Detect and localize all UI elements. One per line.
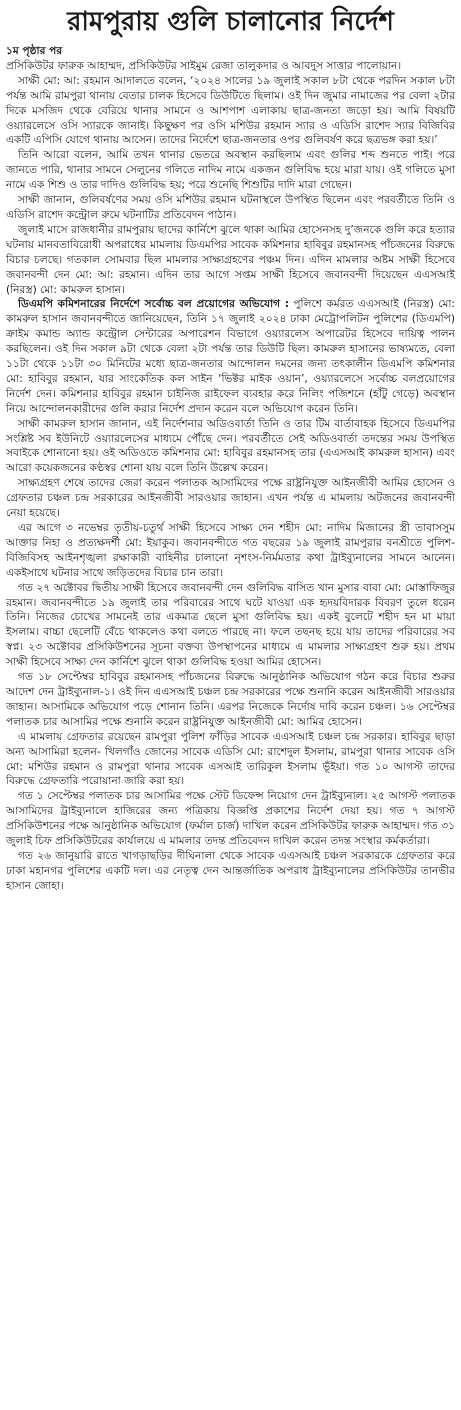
article-paragraph: গত ১৮ সেপ্টেম্বর হাবিবুর রহমানসহ পাঁচজনের বিরুদ্ধে আনুষ্ঠানিক অভিযোগ গঠন করে বিচার শুরুর আদেশ দেন ট্রাইব্যুনাল-১। ওই দিন এএসআই চঞ্চল চন্দ্র সরকারের পক্ষে শুনানি করেন আইনজীবী সারওয়ার জাহান। আসামিকে অভিযোগ পড়ে শোনান তিনি। এরপর নিজেকে নির্দোষ দাবি করেন চঞ্চল। ১৬ সেপ্টেম্বর পলাতক চার আসামির পক্ষে শুনানি করেন রাষ্ট্রনিযুক্ত আইনজীবী মো: আমির হোসেন। bbox=[6, 671, 455, 728]
subhead: ডিএমপি কমিশনারের নির্দেশে সর্বোচ্চ বল প্রয়োগের অভিযোগ : bbox=[18, 298, 289, 311]
article-paragraph: গত ২৭ অক্টোবর দ্বিতীয় সাক্ষী হিসেবে জবানবন্দী দেন গুলিবিদ্ধ বাসিত খান মুসার বাবা মো: মোস্তাফিজুর রহমান। জবানবন্দীতে ১৯ জুলাই তার পরিবারের সাথে ঘটে যাওয়া এক হৃদয়বিদারক বিবরণ তুলে ধরেন তিনি। নিজের চোখের সামনেই তার একমাত্র ছেলে মুসা গুলিবিদ্ধ হয়। একই বুলেটে শহীদ হন মা মায়া ইসলাম। বাচ্চা ছেলেটি বেঁচে থাকলেও কথা বলতে পারছে না। ফলে তছনছ হয়ে যায় তাদের পরিবারের সব স্বপ্ন। ২৩ অক্টোবর প্রসিকিউশনের সূচনা বক্তব্য উপস্থাপনের মাধ্যমে এ মামলার সাক্ষ্যগ্রহণ শুরু হয়। প্রথম সাক্ষী হিসেবে সাক্ষ্য দেন কার্নিশে ঝুলে থাকা গুলিবিদ্ধ হওয়া আমির হোসেন। bbox=[6, 581, 455, 669]
article-paragraph: সাক্ষী জানান, গুলিবর্ষণের সময় ওসি মশিউর রহমান ঘটনাস্থলে উপস্থিত ছিলেন এবং পরবর্তীতে তিনি ও এডিসি রাশেদ কন্ট্রোল রুমে ঘটনাটির প্রতিবেদন পাঠান। bbox=[6, 194, 455, 221]
article-paragraph: এ মামলায় গ্রেফতার রয়েছেন রামপুরা পুলিশ ফাঁড়ির সাবেক এএসআই চঞ্চল চন্দ্র সরকার। হাবিবুর ছাড়া অন্য আসামিরা হলেন- খিলগাঁও জোনের সাবেক এডিসি মো: রাশেদুল ইসলাম, রামপুরা থানার সাবেক ওসি মো: মশিউর রহমান ও রামপুরা থানার সাবেক এসআই তারিকুল ইসলাম ভূঁইয়া। গত ১০ আগস্ট তাদের বিরুদ্ধে গ্রেফতারি পরোয়ানা জারি করা হয়। bbox=[6, 730, 455, 788]
article-paragraph: গত ১ সেপ্টেম্বর পলাতক চার আসামির পক্ষে স্টেট ডিফেন্স নিয়োগ দেন ট্রাইব্যুনাল। ২৫ আগস্ট পলাতক আসামিদের ট্রাইব্যুনালে হাজিরের জন্য পত্রিকায় বিজ্ঞপ্তি প্রকাশের নির্দেশ দেয়া হয়। গত ৭ আগস্ট প্রসিকিউশনের পক্ষে আনুষ্ঠানিক অভিযোগ (ফর্মাল চার্জ) দাখিল করেন প্রসিকিউটর ফারুক আহাম্মদ। গত ৩১ জুলাই চিফ প্রসিকিউটরের কার্যালয়ে এ মামলার তদন্ত প্রতিবেদন দাখিল করেন তদন্ত সংস্থার কর্মকর্তারা। bbox=[6, 790, 455, 848]
article-paragraph: জুলাই মাসে রাজধানীর রামপুরায় ছাদের কার্নিশে ঝুলে থাকা আমির হোসেনসহ দু’জনকে গুলি করে হত্যার ঘটনায় মানবতাবিরোধী অপরাধের মামলায় ডিএমপির সাবেক কমিশনার হাবিবুর রহমানসহ পাঁচজনের বিরুদ্ধে বিচার চলছে। গতকাল সোমবার ছিল মামলার সাক্ষ্যগ্রহণের পঞ্চম দিন। এদিন মামলার অষ্টম সাক্ষী হিসেবে জবানবন্দী দেন মো: আ: রহমান। এদিন তার আগে সপ্তম সাক্ষী হিসেবে জবানবন্দী দিয়েছেন এএসআই (নিরস্ত্র) মো: কামরুল হাসান। bbox=[6, 223, 455, 296]
headline: রামপুরায় গুলি চালানোর নির্দেশ bbox=[67, 7, 394, 37]
article-paragraph: সাক্ষী মো: আ: রহমান আদালতে বলেন, ‘২০২৪ সালের ১৯ জুলাই সকাল ৮টা থেকে পরদিন সকাল ৮টা পর্যন্ত আমি রামপুরা থানায় বেতার চালক হিসেবে ডিউটিতে ছিলাম। ওই দিন জুমার নামাজের পর বেলা ২টার দিকে মসজিদ থেকে বেরিয়ে থানার সামনে ও আশপাশ এলাকায় ছাত্র-জনতা জড়ো হয়। আমি বিষয়টি ওয়্যারলেসে ওসি স্যারকে জানাই। কিছুক্ষণ পর ওসি মশিউর রহমান স্যার ও এডিসি রাশেদ স্যার বিজিবির একটি এপিসি যোগে থানায় আসেন। তাদের নির্দেশে ছাত্র-জনতার ওপর গুলিবর্ষণ করে ছত্রভঙ্গ করা হয়।’ bbox=[6, 74, 455, 147]
article-paragraph: গত ২৬ জানুয়ারি রাতে খাগড়াছড়ির দীঘিনালা থেকে সাবেক এএসআই চঞ্চল সরকারকে গ্রেফতার করে ঢাকা মহানগর পুলিশের একটি দল। এর নেতৃত্ব দেন আন্তর্জাতিক অপরাধ ট্রাইব্যুনালের প্রসিকিউটর তানভীর হাসান জোহা। bbox=[6, 849, 455, 892]
article-body bbox=[6, 44, 455, 894]
article-paragraph: এর আগে ৩ নভেম্বর তৃতীয়-চতুর্থ সাক্ষী হিসেবে সাক্ষ্য দেন শহীদ মো: নাদিম মিজানের স্ত্রী তাবাসসুম আক্তার নিহা ও প্রত্যক্ষদর্শী মো: ইয়াকুব। জবানবন্দীতে গত বছরের ১৯ জুলাই রামপুরার বনশ্রীতে পুলিশ-বিজিবিসহ আইনশৃঙ্খলা রক্ষাকারী বাহিনীর চালানো নৃশংস-নির্মমতার কথা ট্রাইব্যুনালের সামনে আনেন। একইসাথে ঘটনার সাথে জড়িতদের বিচার চান তারা। bbox=[6, 522, 455, 579]
subhead-paragraph bbox=[6, 297, 455, 416]
article-paragraph: তিনি আরো বলেন, আমি তখন থানার ভেতরে অবস্থান করছিলাম এবং গুলির শব্দ শুনতে পাই। পরে জানতে পারি, থানার সামনে সেলুনের গলিতে নাদিম নামে একজন গুলিবিদ্ধ হয়ে মারা যায়। ওই গলিতে মুসা নামে এক শিশু ও তার দাদিও গুলিবিদ্ধ হয়; পরে শুনেছি শিশুটির দাদি মারা গেছেন। bbox=[6, 149, 455, 192]
article-paragraph: সাক্ষ্যগ্রহণ শেষে তাদের জেরা করেন পলাতক আসামিদের পক্ষে রাষ্ট্রনিযুক্ত আইনজীবী আমির হোসেন ও গ্রেফতার চঞ্চল চন্দ্র সরকারের আইনজীবী সারওয়ার জাহান। এখন পর্যন্ত এ মামলায় অটজনের জবানবন্দী নেয়া হয়েছে। bbox=[6, 477, 455, 520]
continued-from-label: ১ম পৃষ্ঠার পর bbox=[6, 45, 63, 57]
article-paragraph: সাক্ষী কামরুল হাসান জানান, এই নির্দেশনার অডিওবার্তা তিনি ও তার টিম বার্তাবাহক হিসেবে ডিএমপির সংশ্লিষ্ট সব ইউনিটে ওয়্যারলেসের মাধ্যমে পৌঁছে দেন। পরবর্তীতে সেই অডিওবার্তা তদন্তের সময় উপস্থিত সবাইকে শোনানো হয়। ওই অডিওতে কমিশনার মো: হাবিবুর রহমানসহ তার (এএসআই কামরুল হাসান) এবং আরো কয়েকজনের কণ্ঠস্বর শোনা যায় বলে তিনি উল্লেখ করেন। bbox=[6, 417, 455, 475]
subhead-paragraph-text: পুলিশে কর্মরত এএসআই (নিরস্ত্র) মো: কামরুল হাসান জবানবন্দীতে জানিয়েছেন, তিনি ১৭ জুলাই ২০২৪ ঢাকা মেট্রোপলিটন পুলিশের (ডিএমপি) ক্রাইম কমান্ড অ্যান্ড কন্ট্রোল সেন্টারের অপারেশন বিভাগে ওয়্যারলেস অপারেটর হিসেবে দায়িত্ব পালন করছিলেন। ওই দিন সকাল ৯টা থেকে বেলা ২টা পর্যন্ত তার ডিউটি ছিল। কামরুল হাসানের ভাষ্যমতে, বেলা ১১টা থেকে ১১টা ৩০ মিনিটের মধ্যে ছাত্র-জনতার আন্দোলন দমনের জন্য তৎকালীন ডিএমপি কমিশনার মো: হাবিবুর রহমান, যার সাংকেতিক কল সাইন ‘ভিক্টর মাইক ওয়ান’, ওয়্যারলেসে সর্বোচ্চ বলপ্রয়োগের নির্দেশ দেন। কমিশনার হাবিবুর রহমান চাইনিজ রাইফেল ব্যবহার করে নিলিং পজিশনে (হাঁটু গেড়ে) অবস্থান নিয়ে আন্দোলনকারীদের গুলি করার নির্দেশ প্রদান করেন বলে অভিযোগ করেন তিনি। bbox=[6, 298, 455, 415]
article-paragraph: প্রসিকিউটর ফারুক আহাম্মদ, প্রসিকিউটর সাইমুম রেজা তালুকদার ও আবদুস সাত্তার পালোয়ান। bbox=[6, 59, 402, 72]
